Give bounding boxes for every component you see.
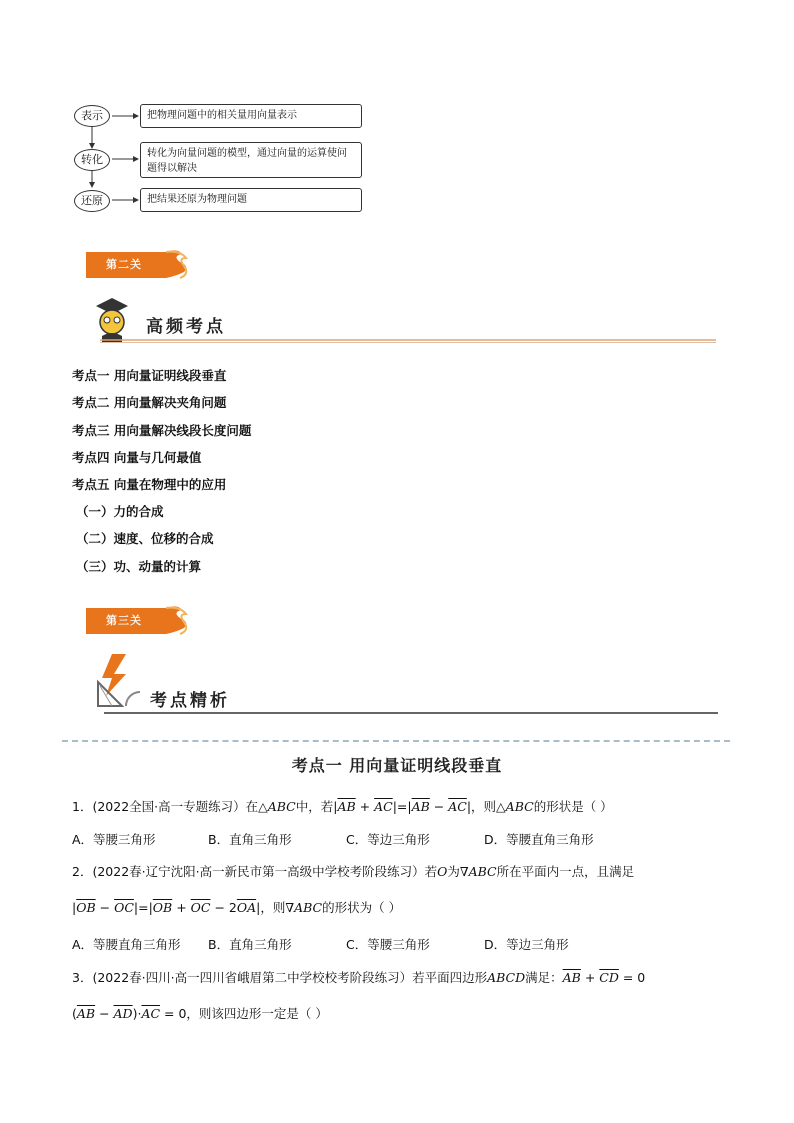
q2-option-a[interactable]: A．等腰直角三角形 <box>72 937 181 952</box>
q1-option-c[interactable]: C．等边三角形 <box>346 832 430 847</box>
toc-item: （三）功、动量的计算 <box>76 559 202 574</box>
q3-op: + <box>580 970 600 985</box>
q3-text: = 0 <box>618 970 646 985</box>
q2-op: − <box>95 900 115 915</box>
q2-text: 2．(2022春·辽宁沈阳·高一新民市第一高级中学校考阶段练习）若 <box>72 864 438 879</box>
q2-triangle: ∇ABC <box>285 900 323 915</box>
q2-vec: $\overline{OA}$ <box>236 900 257 915</box>
q3-text: = 0，则该四边形一定是（ ） <box>160 1006 328 1021</box>
q2-text: 所在平面内一点，且满足 <box>496 864 635 879</box>
q3-vec: $\overline{AB}$ <box>562 970 581 985</box>
q1-suffix: |，则△ <box>466 799 506 814</box>
toc-item: 考点三 用向量解决线段长度问题 <box>72 423 252 438</box>
q2-op: − 2 <box>210 900 237 915</box>
q1-option-b[interactable]: B．直角三角形 <box>208 832 292 847</box>
ribbon-second-label: 第二关 <box>106 258 142 271</box>
q3-vec: $\overline{CD}$ <box>599 970 619 985</box>
q2-option-c[interactable]: C．等腰三角形 <box>346 937 430 952</box>
flow-pill-represent: 表示 <box>74 105 110 127</box>
header-analysis-underline <box>104 710 720 716</box>
q1-op: + <box>355 799 375 814</box>
q2-text: 的形状为（ ） <box>322 900 402 915</box>
section-title: 考点一 用向量证明线段垂直 <box>291 756 503 775</box>
q1-op: − <box>429 799 449 814</box>
header-high-frequency: 高频考点 <box>146 317 226 337</box>
q3-text: 3．(2022春·四川·高一四川省峨眉第二中学校校考阶段练习）若平面四边形 <box>72 970 488 985</box>
q1-mid: 中，若| <box>295 799 338 814</box>
toc-item: 考点五 向量在物理中的应用 <box>72 477 227 492</box>
q3-vec: $\overline{AD}$ <box>113 1006 133 1021</box>
q2-option-d[interactable]: D．等边三角形 <box>484 937 569 952</box>
q3-text: 满足： <box>525 970 563 985</box>
flow-box-restore: 把结果还原为物理问题 <box>140 188 362 212</box>
q3-text: ( <box>72 1006 77 1021</box>
q2-text: |，则 <box>256 900 286 915</box>
q2-triangle: ∇ABC <box>459 864 497 879</box>
question-3-line2 <box>72 1004 328 1022</box>
flow-box-represent: 把物理问题中的相关量用向量表示 <box>140 104 362 128</box>
q2-op: + <box>172 900 191 915</box>
question-3-line1 <box>72 968 645 986</box>
q2-text: | <box>72 900 77 915</box>
q1-vec: $\overline{AC}$ <box>374 799 393 814</box>
q2-text: 为 <box>447 864 460 879</box>
flow-box-convert: 转化为向量问题的模型，通过向量的运算使问题得以解决 <box>140 142 362 178</box>
q3-vec: $\overline{AB}$ <box>76 1006 96 1021</box>
header-analysis: 考点精析 <box>150 691 230 711</box>
dashed-divider <box>62 740 730 742</box>
q1-option-a[interactable]: A．等腰三角形 <box>72 832 156 847</box>
toc-item: 考点四 向量与几何最值 <box>72 450 202 465</box>
ribbon-third-label: 第三关 <box>106 614 142 627</box>
q1-triangle: ABC <box>505 799 534 814</box>
question-2-line2 <box>72 898 401 916</box>
q2-eq: |=| <box>133 900 153 915</box>
q1-vec: $\overline{AC}$ <box>448 799 467 814</box>
q1-vec: $\overline{AB}$ <box>337 799 356 814</box>
q1-vec: $\overline{AB}$ <box>411 799 430 814</box>
q3-quad: ABCD <box>487 970 526 985</box>
q3-text: )· <box>132 1006 142 1021</box>
question-1 <box>72 797 613 815</box>
ruler-compass-icon <box>92 652 144 710</box>
q1-suffix: 的形状是（ ） <box>533 799 613 814</box>
toc-item: 考点二 用向量解决夹角问题 <box>72 395 227 410</box>
flow-pill-convert: 转化 <box>74 149 110 171</box>
q2-vec: $\overline{OC}$ <box>190 900 211 915</box>
q2-vec: $\overline{OC}$ <box>114 900 134 915</box>
q3-vec: $\overline{AC}$ <box>141 1006 161 1021</box>
q2-vec: $\overline{OB}$ <box>76 900 96 915</box>
toc-item: （一）力的合成 <box>76 504 164 519</box>
flow-pill-restore: 还原 <box>74 190 110 212</box>
q1-eq: |=| <box>392 799 412 814</box>
header-underline <box>100 336 720 344</box>
q2-option-b[interactable]: B．直角三角形 <box>208 937 292 952</box>
q1-option-d[interactable]: D．等腰直角三角形 <box>484 832 594 847</box>
toc-item: 考点一 用向量证明线段垂直 <box>72 368 227 383</box>
question-2-line1 <box>72 862 634 880</box>
q1-triangle: ABC <box>267 799 296 814</box>
q1-prefix: 1．(2022全国·高一专题练习）在△ <box>72 799 268 814</box>
toc-item: （二）速度、位移的合成 <box>76 531 214 546</box>
q2-vec: $\overline{OB}$ <box>152 900 173 915</box>
q2-point: O <box>437 864 448 879</box>
q3-op: − <box>95 1006 114 1021</box>
